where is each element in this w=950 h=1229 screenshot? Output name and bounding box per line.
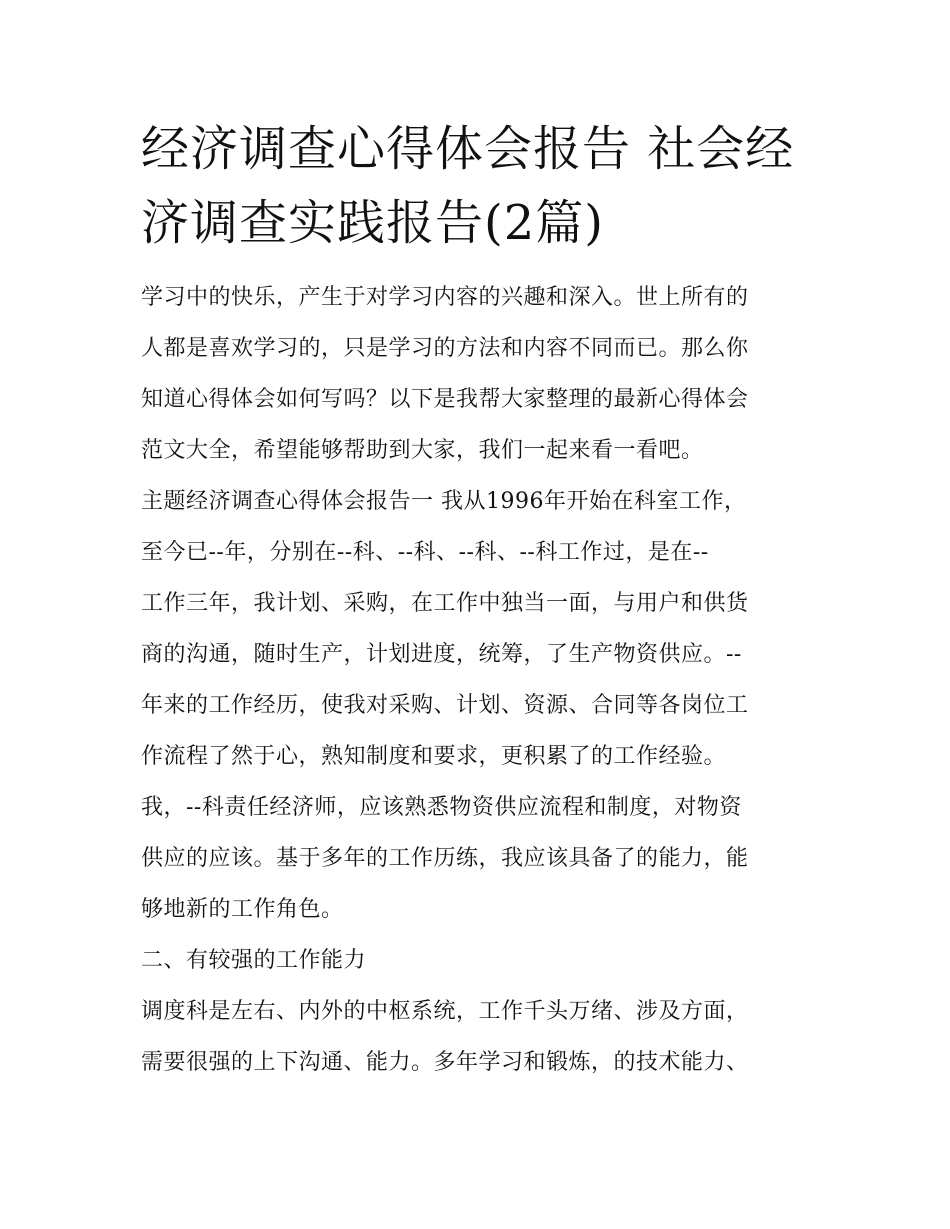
body-line: 作流程了然于心，熟知制度和要求，更积累了的工作经验。 bbox=[141, 744, 727, 769]
title-line: 济调查实践报告(2篇) bbox=[141, 195, 604, 251]
body-line: 调度科是左右、内外的中枢系统，工作千头万绪、涉及方面， bbox=[141, 999, 749, 1024]
title-line: 经济调查心得体会报告 社会经 bbox=[141, 121, 795, 177]
body-line: 范文大全，希望能够帮助到大家，我们一起来看一看吧。 bbox=[141, 438, 704, 463]
body-line: 需要很强的上下沟通、能力。多年学习和锻炼，的技术能力、 bbox=[141, 1050, 749, 1075]
body-line: 人都是喜欢学习的，只是学习的方法和内容不同而已。那么你 bbox=[141, 336, 749, 361]
body-line: 够地新的工作角色。 bbox=[141, 897, 344, 922]
body-line: 至今已--年，分别在--科、--科、--科、--科工作过，是在-- bbox=[141, 540, 709, 565]
section-heading: 二、有较强的工作能力 bbox=[141, 948, 367, 973]
body-line: 知道心得体会如何写吗？以下是我帮大家整理的最新心得体会 bbox=[141, 387, 749, 412]
document-page bbox=[141, 112, 813, 1088]
body-line: 年来的工作经历，使我对采购、计划、资源、合同等各岗位工 bbox=[141, 693, 749, 718]
body-line: 商的沟通，随时生产，计划进度，统筹，了生产物资供应。-- bbox=[141, 642, 742, 667]
body-line: 供应的应该。基于多年的工作历练，我应该具备了的能力，能 bbox=[141, 846, 749, 871]
document-title bbox=[141, 112, 813, 260]
document-body bbox=[141, 272, 813, 1088]
body-line: 工作三年，我计划、采购，在工作中独当一面，与用户和供货 bbox=[141, 591, 749, 616]
body-line: 学习中的快乐，产生于对学习内容的兴趣和深入。世上所有的 bbox=[141, 285, 749, 310]
body-line: 主题经济调查心得体会报告一 我从1996年开始在科室工作， bbox=[141, 489, 747, 514]
body-line: 我，--科责任经济师，应该熟悉物资供应流程和制度，对物资 bbox=[141, 795, 742, 820]
